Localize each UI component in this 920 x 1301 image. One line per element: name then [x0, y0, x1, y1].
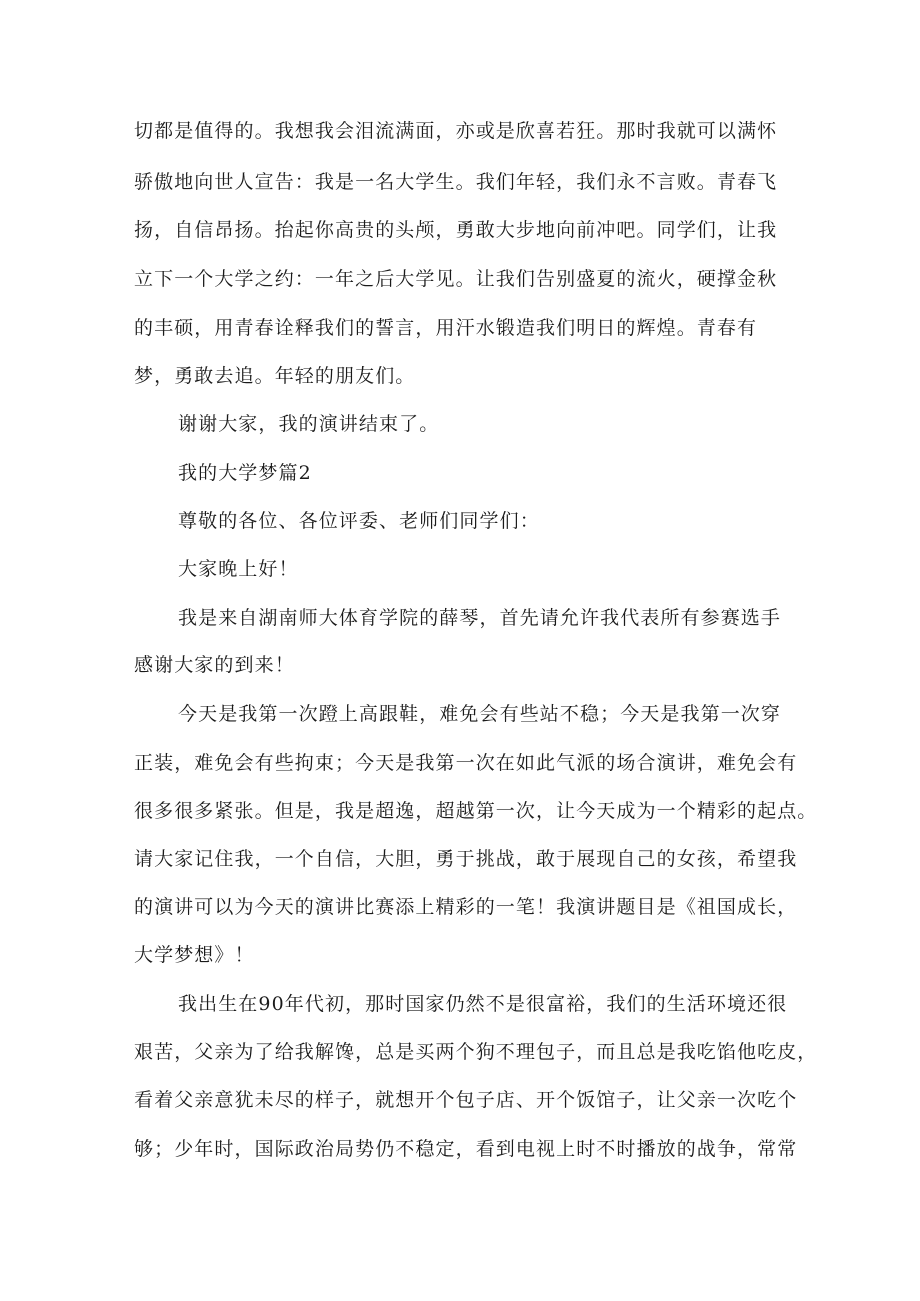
text-line: 立下一个大学之约：一年之后大学见。让我们告别盛夏的流火，硬撑金秋 [134, 268, 778, 290]
text-line: 我出生在90年代初，那时国家仍然不是很富裕，我们的生活环境还很 [178, 993, 788, 1015]
closing-line: 谢谢大家，我的演讲结束了。 [178, 413, 440, 435]
section-heading: 我的大学梦篇2 [178, 462, 312, 484]
text-line: 今天是我第一次蹬上高跟鞋，难免会有些站不稳；今天是我第一次穿 [178, 703, 782, 725]
text-line: 大学梦想》！ [134, 944, 255, 966]
text-line: 请大家记住我，一个自信，大胆，勇于挑战，敢于展现自己的女孩，希望我 [134, 848, 798, 870]
text-line: 感谢大家的到来！ [134, 654, 295, 676]
text-line: 看着父亲意犹未尽的样子，就想开个包子店、开个饭馆子，让父亲一次吃个 [134, 1089, 798, 1111]
salutation: 尊敬的各位、各位评委、老师们同学们： [178, 510, 540, 532]
text-line: 艰苦，父亲为了给我解馋，总是买两个狗不理包子，而且总是我吃馅他吃皮， [134, 1041, 818, 1063]
text-line: 骄傲地向世人宣告：我是一名大学生。我们年轻，我们永不言败。青春飞 [134, 171, 778, 193]
text-line: 够；少年时，国际政治局势仍不稳定，看到电视上时不时播放的战争，常常 [134, 1138, 798, 1160]
text-line: 的丰硕，用青春诠释我们的誓言，用汗水锻造我们明日的辉煌。青春有 [134, 317, 758, 339]
text-line: 我是来自湖南师大体育学院的薛琴，首先请允许我代表所有参赛选手 [178, 607, 782, 629]
greeting: 大家晚上好！ [178, 558, 299, 580]
text-line: 梦，勇敢去追。年轻的朋友们。 [134, 365, 416, 387]
text-line: 很多很多紧张。但是，我是超逸，超越第一次，让今天成为一个精彩的起点。 [134, 800, 818, 822]
text-line: 扬，自信昂扬。抬起你高贵的头颅，勇敢大步地向前冲吧。同学们，让我 [134, 219, 778, 241]
text-line: 的演讲可以为今天的演讲比赛添上精彩的一笔！我演讲题目是《祖国成长， [134, 896, 798, 918]
text-line: 切都是值得的。我想我会泪流满面，亦或是欣喜若狂。那时我就可以满怀 [134, 120, 778, 142]
text-line: 正装，难免会有些拘束；今天是我第一次在如此气派的场合演讲，难免会有 [134, 752, 798, 774]
